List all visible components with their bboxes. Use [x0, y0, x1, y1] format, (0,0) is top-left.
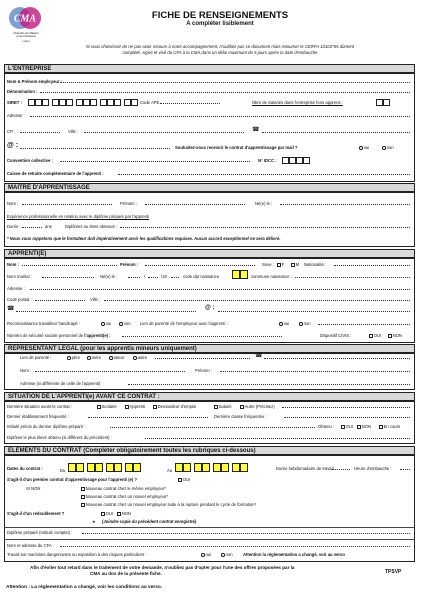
nationalite-label: Nationalité :	[304, 262, 327, 267]
siret-digit-box[interactable]	[83, 99, 90, 106]
apprenti-adresse-field[interactable]	[30, 289, 410, 290]
ville-label: Ville :	[68, 129, 79, 134]
apprenti-cp-label: Code postal :	[7, 297, 32, 302]
situation-salarie-label: Salarié	[218, 404, 232, 409]
situation-autre-label: Autre (Précisez)	[244, 404, 275, 409]
sexe-m[interactable]	[290, 262, 299, 267]
siret-digit-box[interactable]	[42, 99, 49, 106]
sexe-f-label: F	[281, 262, 285, 267]
rep-mere[interactable]	[86, 355, 101, 360]
section-apprenti-heading: APPRENTI(E)	[4, 249, 415, 259]
denomination-label: Dénomination :	[7, 89, 38, 94]
apprenti-ville-label: Ville :	[90, 297, 101, 302]
rep-lien-label: Lien de parenté :	[20, 355, 52, 360]
redoublement-non[interactable]	[116, 511, 131, 516]
checkbox-icon	[388, 334, 392, 338]
checkbox-icon	[81, 503, 85, 507]
premier-contrat-oui-label: OUI	[182, 477, 191, 482]
diplome-prepare-field[interactable]	[82, 533, 410, 534]
radio-circle-icon	[299, 322, 303, 326]
checkbox-icon	[369, 334, 373, 338]
apprenti-ne-label: Né(e) le :	[100, 274, 118, 279]
etablissement-label: Dernier établissement fréquenté :	[7, 414, 69, 419]
phone-icon: ☎	[252, 127, 260, 133]
redoublement-oui[interactable]	[100, 511, 113, 516]
obtenu-en-cours-label: En cours	[383, 424, 401, 429]
lien-non-label: non	[303, 321, 311, 326]
email-symbol: @ :	[7, 142, 19, 149]
secu-label	[7, 333, 111, 338]
option-nouvel-employeur[interactable]	[80, 494, 168, 499]
travail-oui-label: oui	[205, 552, 212, 557]
idcc-digit-box[interactable]	[303, 157, 310, 164]
handicap-label: Reconnaissance travailleur handicapé :	[7, 321, 81, 326]
sexe-m-label: M	[295, 262, 300, 267]
divider	[4, 527, 415, 528]
situation-autre[interactable]	[239, 404, 275, 409]
obtenu-non[interactable]	[356, 424, 371, 429]
date-du-digit-box[interactable]	[125, 463, 133, 472]
date-au-digit-box[interactable]	[183, 463, 191, 472]
apprenti-ville-field[interactable]	[104, 300, 410, 301]
date-au-digit-box[interactable]	[194, 463, 202, 472]
handicap-non[interactable]	[118, 321, 131, 326]
heure-embauche-field[interactable]	[400, 469, 410, 470]
siret-digit-box[interactable]	[90, 99, 97, 106]
civis-oui-label: OUI	[373, 333, 382, 338]
radio-circle-icon	[101, 322, 105, 326]
section-entreprise	[4, 72, 415, 182]
date-du-digit-box[interactable]	[106, 463, 114, 472]
radio-circle-icon	[109, 356, 113, 360]
commune-label: commune naissance :	[251, 274, 292, 279]
diplomes-label: Diplômes ou titres obtenus :	[65, 224, 117, 229]
apprenti-prenom-label: Prénom :	[120, 262, 139, 267]
caisse-label: Caisse de retraite complémentaire de l'apprenti :	[7, 171, 104, 176]
idcc-label: N° IDCC :	[258, 158, 277, 163]
checkbox-icon	[81, 487, 85, 491]
sexe-label: Sexe :	[262, 262, 274, 267]
heure-embauche-label: Heure d'embauche :	[354, 466, 392, 471]
section-entreprise-heading: L'ENTREPRISE	[4, 64, 415, 74]
cfa-field[interactable]	[60, 546, 410, 547]
nom-marital-label: Nom marital :	[7, 274, 32, 279]
checkbox-icon	[240, 405, 244, 409]
rep-tuteur-label: tuteur	[113, 355, 125, 360]
diplomes-field[interactable]	[120, 227, 410, 228]
radio-circle-icon	[87, 356, 91, 360]
au-label: Au	[167, 468, 173, 473]
radio-circle-icon	[221, 553, 225, 557]
notice	[30, 44, 410, 56]
notice-line-2: complété, signé et visé du CFA à la CMA,dans un délai maximum de 5 jours après la date d'embauche	[122, 50, 318, 55]
section-representant-heading: REPRESENTANT LEGAL (pour les apprentis mineurs uniquement)	[4, 344, 415, 354]
lien-field[interactable]	[318, 324, 410, 325]
radio-circle-icon	[67, 356, 71, 360]
siret-digit-box[interactable]	[107, 99, 114, 106]
duree-field[interactable]	[22, 227, 42, 228]
classe-label: Dernière classe fréquentée :	[214, 414, 267, 419]
diplome-eleve-label: Diplôme le plus élevé obtenu (si différent du précédent) :	[7, 435, 112, 440]
apprenti-email-field[interactable]	[218, 311, 410, 312]
apprenti-phone-field[interactable]	[16, 311, 196, 312]
cfa-label: Nom et adresse du CFA :	[7, 543, 54, 548]
redoublement-non-label: NON	[121, 511, 131, 516]
maitre-nom-field[interactable]	[22, 204, 112, 205]
handicap-non-label: non	[123, 321, 131, 326]
siret-digit-box[interactable]	[35, 99, 42, 106]
radio-circle-icon	[359, 146, 363, 150]
checkbox-icon	[291, 263, 295, 267]
experience-label: Expérience professionnelle en relation avec le diplôme préparé par l'apprenti	[7, 214, 150, 219]
date-au-digit-box[interactable]	[232, 463, 240, 472]
date-au-digit-box[interactable]	[240, 463, 248, 472]
divider	[4, 539, 415, 540]
rep-autre[interactable]	[132, 355, 147, 360]
page-title: FICHE DE RENSEIGNEMENTS	[151, 10, 289, 21]
checkbox-icon	[214, 405, 218, 409]
siret-digit-box[interactable]	[59, 99, 66, 106]
contrat-mail-label: Souhaitez-vous recevoir le contrat d'apprentissage par mail ?	[175, 145, 298, 150]
section-situation-heading: SITUATION DE L'APPRENTI(e) AVANT CE CONTRAT :	[4, 392, 415, 402]
situation-demandeur[interactable]	[152, 404, 196, 409]
situation-scolaire-label: Scolaire	[101, 404, 117, 409]
obtenu-oui-label: OUI	[345, 424, 354, 429]
date-du-digit-box[interactable]	[87, 463, 95, 472]
radio-circle-icon	[382, 146, 386, 150]
sexe-f[interactable]	[276, 262, 284, 267]
rep-pere-label: père	[71, 355, 80, 360]
notice-line-1: Si vous choisissez de ne pas avoir recours à notre accompagnement, n'oubliez pas ce document mais retourner le CERFA 10103*05 dûment	[85, 44, 355, 49]
apprenti-email-symbol: @ :	[205, 305, 215, 311]
duree-hebdo-field[interactable]	[332, 469, 350, 470]
diplome-prepare-label: Diplôme préparé (Intitulé complet) :	[7, 530, 73, 535]
maitre-prenom-label: Prénom :	[120, 201, 137, 206]
obtenu-label: Obtenu :	[318, 424, 335, 429]
cma-logo	[8, 6, 42, 30]
diplome-eleve-field[interactable]	[145, 438, 410, 439]
attention-label: Attention la réglementation a changé, voir au verso	[243, 552, 345, 557]
travail-oui[interactable]	[200, 552, 211, 557]
org-line-1: Chambre de Métiers	[13, 31, 39, 35]
date-du-digit-box[interactable]	[95, 463, 103, 472]
travail-non-label: non	[225, 552, 233, 557]
star-icon: ★	[92, 519, 96, 524]
caisse-field[interactable]	[118, 174, 410, 175]
checkbox-icon	[117, 512, 121, 516]
maitre-ne-label: Né(e) le :	[255, 201, 273, 206]
option-meme-employeur[interactable]	[80, 486, 166, 491]
option-rupture[interactable]	[80, 502, 256, 507]
section-elements-heading: ELEMENTS DU CONTRAT (Compléter obligatoirement toutes les rubriques ci-dessous)	[4, 446, 415, 456]
contrat-mail-non[interactable]	[381, 145, 394, 150]
apprenti-prenom-field[interactable]	[145, 265, 255, 266]
denomination-field[interactable]	[40, 92, 410, 93]
date-sep-1: /	[144, 274, 146, 279]
maitre-nom-label: Nom :	[7, 201, 19, 206]
salaries-box-2[interactable]	[383, 99, 390, 106]
lien-non[interactable]	[298, 321, 311, 326]
convention-label: Convention collective :	[7, 158, 53, 163]
checkbox-icon	[125, 405, 129, 409]
lien-oui-label: oui	[283, 321, 290, 326]
civis-oui[interactable]	[368, 333, 381, 338]
apprenti-adresse-label: Adresse :	[7, 286, 25, 291]
situation-apprenti[interactable]	[124, 404, 145, 409]
situation-apprenti-label: Apprenti	[129, 404, 146, 409]
option-3-label: Nouveau contrat chez un nouvel employeur suite à la rupture pendant le cycle de formation*	[85, 502, 257, 507]
radio-circle-icon	[201, 553, 205, 557]
contrat-mail-oui-label: oui	[363, 145, 370, 150]
employer-name-label: Nom & Prénom employeur :	[7, 79, 63, 84]
adresse-field[interactable]	[30, 116, 410, 117]
derniere-situation-label: Dernière situation avant le contrat :	[7, 404, 72, 409]
date-sep-2: /19	[161, 274, 167, 279]
classe-field[interactable]	[284, 417, 410, 418]
footer-code: TPSVP	[385, 569, 402, 575]
obtenu-oui[interactable]	[340, 424, 353, 429]
rep-prenom-field[interactable]	[220, 371, 410, 372]
ans-label: ans	[45, 224, 52, 229]
option-1-label: Nouveau contrat chez le même employeur*	[85, 486, 166, 491]
apprenti-nom-field[interactable]	[22, 265, 117, 266]
phone-field[interactable]	[262, 132, 410, 133]
ville-field[interactable]	[84, 132, 244, 133]
obtenu-en-cours[interactable]	[378, 424, 400, 429]
premier-contrat-label: S'agit-il d'un premier contrat d'apprentissage pour l'apprenti (e) ?	[7, 477, 138, 482]
radio-circle-icon	[279, 322, 283, 326]
duree-label: Durée :	[7, 224, 21, 229]
rep-phone-field[interactable]	[264, 358, 410, 359]
maitre-warning: * Nous vous rappelons que le formateur doit impérativement avoir les qualifications requises. Aucun accord exceptionnel ne sera délivré.	[7, 236, 281, 241]
cp-label: CP :	[7, 129, 16, 134]
secu-label-text: Numéro de sécurité sociale personnel de	[7, 333, 84, 338]
date-du-digit-box[interactable]	[76, 463, 84, 472]
birth-month-field[interactable]	[148, 277, 158, 278]
siret-digit-box[interactable]	[66, 99, 73, 106]
travail-non[interactable]	[220, 552, 233, 557]
org-line-3: Loiret	[22, 38, 30, 43]
secu-field[interactable]	[122, 336, 282, 337]
date-du-digit-box[interactable]	[114, 463, 122, 472]
section-maitre-heading: MAITRE D'APPRENTISSAGE	[4, 183, 415, 193]
phone-icon: ☎	[255, 353, 263, 359]
contrat-mail-non-label: non	[386, 145, 394, 150]
email-field[interactable]	[20, 148, 170, 149]
nationalite-field[interactable]	[334, 265, 410, 266]
org-line-2: et de l'Artisanat	[16, 34, 36, 39]
situation-demandeur-label: Demandeur d'emploi	[157, 404, 197, 409]
checkbox-icon	[81, 495, 85, 499]
siret-digit-box[interactable]	[124, 99, 131, 106]
rep-prenom-label: Prénom :	[195, 368, 212, 373]
dates-contrat-label: Dates du contrat :	[7, 466, 43, 471]
footer-line-1: Afin d'éviter tout retard dans le traitement de votre demande, n'oubliez pas d'opter pour l'une des offres proposées par la	[30, 565, 295, 570]
date-au-digit-box[interactable]	[175, 463, 183, 472]
apprenti-cp-field[interactable]	[35, 300, 85, 301]
checkbox-icon	[178, 478, 182, 482]
situation-salarie[interactable]	[213, 404, 232, 409]
idcc-digit-box[interactable]	[296, 157, 303, 164]
etablissement-field[interactable]	[88, 417, 208, 418]
cp-field[interactable]	[20, 132, 60, 133]
intitule-field[interactable]	[110, 427, 315, 428]
checkbox-icon	[277, 263, 281, 267]
siret-digit-box[interactable]	[100, 99, 107, 106]
checkbox-icon	[153, 405, 157, 409]
radio-circle-icon	[133, 356, 137, 360]
rep-nom-field[interactable]	[35, 371, 185, 372]
phone-icon: ☎	[7, 306, 15, 312]
option-2-label: Nouveau contrat chez un nouvel employeur*	[85, 494, 168, 499]
date-au-digit-box[interactable]	[202, 463, 210, 472]
du-label: Du	[60, 468, 66, 473]
rep-pere[interactable]	[66, 355, 80, 360]
secu-label-bold: l'apprenti(e) :	[84, 333, 111, 338]
contrat-mail-oui[interactable]	[358, 145, 369, 150]
siret-digit-box[interactable]	[114, 99, 121, 106]
logo-text: CMA	[13, 13, 37, 25]
convention-field[interactable]	[60, 161, 250, 162]
intitule-label: Intitulé précis du dernier diplôme préparé :	[7, 424, 86, 429]
travail-label: Travail sur machines dangereuses ou exposition à des risques particuliers :	[7, 552, 147, 557]
code-ape-label: Code APE	[140, 100, 160, 105]
siret-label: SIRET :	[7, 100, 22, 105]
date-du-digit-box[interactable]	[68, 463, 76, 472]
civis-label: Dispositif CIVIS :	[320, 333, 352, 338]
maitre-ne-field[interactable]	[280, 204, 410, 205]
obtenu-non-label: NON	[361, 424, 371, 429]
rep-tuteur[interactable]	[108, 355, 124, 360]
date-au-digit-box[interactable]	[221, 463, 229, 472]
premier-contrat-oui[interactable]	[177, 477, 190, 482]
situation-scolaire[interactable]	[96, 404, 117, 409]
birth-day-field[interactable]	[128, 277, 140, 278]
redoublement-oui-label: OUI	[105, 511, 114, 516]
footer-attention: Attention : La réglementation a changé, voir les conditions au verso.	[6, 585, 163, 590]
rep-mere-label: mère	[91, 355, 102, 360]
adresse-label: Adresse :	[7, 113, 25, 118]
employer-name-field[interactable]	[60, 82, 410, 83]
checkbox-icon	[101, 512, 105, 516]
maitre-prenom-field[interactable]	[145, 204, 245, 205]
code-dpt-label: code dpt naissance	[183, 274, 220, 279]
radio-circle-icon	[119, 322, 123, 326]
checkbox-icon	[341, 425, 345, 429]
commune-field[interactable]	[295, 277, 410, 278]
situation-autre-field[interactable]	[282, 407, 410, 408]
rep-adresse-label: Adresse (si différente de celle de l'apprenti) :	[20, 381, 103, 386]
footer-line-2: CMA au dos de la présente fiche.	[90, 571, 162, 576]
civis-non-label: NON	[392, 333, 402, 338]
salaries-label: Nbre de Salariés dans l'entreprise hors apprenti :	[252, 100, 343, 105]
code-dpt-box-1[interactable]	[232, 270, 240, 279]
apprenti-nom-label: Nom :	[7, 262, 19, 267]
civis-non[interactable]	[387, 333, 402, 338]
idcc-digit-box[interactable]	[289, 157, 296, 164]
rep-adresse-field[interactable]	[128, 384, 410, 385]
org-name	[6, 32, 46, 43]
page-subtitle: A compléter lisiblement	[186, 21, 254, 27]
code-ape-field[interactable]	[160, 103, 220, 104]
footer-note	[30, 565, 294, 577]
handicap-oui-label: oui	[105, 321, 112, 326]
checkbox-icon	[379, 425, 383, 429]
joindre-label: (Joindre copie du précédent contrat enregistré)	[102, 519, 197, 524]
rep-nom-label: Nom :	[20, 368, 32, 373]
salaries-box-1[interactable]	[376, 99, 383, 106]
code-dpt-box-2[interactable]	[240, 270, 248, 279]
checkbox-icon	[357, 425, 361, 429]
siret-digit-box[interactable]	[28, 99, 35, 106]
rep-autre-field[interactable]	[155, 358, 250, 359]
si-non-label: SI NON	[26, 486, 41, 491]
rep-autre-label: autre	[137, 355, 148, 360]
birth-year-field[interactable]	[171, 277, 179, 278]
date-du-digit-box[interactable]	[133, 463, 141, 472]
duree-hebdo-label: Durée hebdomadaire de travail	[276, 466, 334, 471]
siret-digit-box[interactable]	[131, 99, 138, 106]
idcc-digit-box[interactable]	[282, 157, 289, 164]
checkbox-icon	[97, 405, 101, 409]
siret-digit-box[interactable]	[52, 99, 59, 106]
redoublement-label: S'agit-il d'un redoublement ?	[7, 511, 65, 516]
siret-digit-box[interactable]	[76, 99, 83, 106]
lien-parente-label: Lien de parenté de l'employeur avec l'apprenti :	[140, 321, 228, 326]
lien-oui[interactable]	[278, 321, 289, 326]
handicap-oui[interactable]	[100, 321, 111, 326]
nom-marital-field[interactable]	[42, 277, 94, 278]
date-au-digit-box[interactable]	[213, 463, 221, 472]
